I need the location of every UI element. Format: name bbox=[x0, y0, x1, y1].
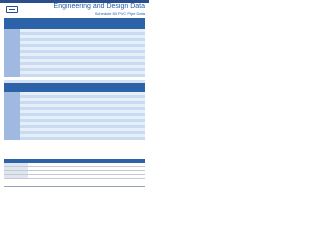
table-cell bbox=[75, 175, 99, 179]
table-header-cell bbox=[20, 18, 36, 29]
table-cell bbox=[129, 137, 145, 140]
table-header-cell bbox=[51, 18, 67, 29]
table-header-cell bbox=[20, 83, 36, 92]
supplemental-table bbox=[4, 159, 145, 179]
table-header-cell bbox=[51, 83, 67, 92]
table-header-cell bbox=[114, 83, 130, 92]
table-header-cell bbox=[98, 18, 114, 29]
table-cell bbox=[51, 175, 75, 179]
footer-divider bbox=[4, 186, 145, 187]
table-header-cell bbox=[98, 83, 114, 92]
table-cell bbox=[98, 137, 114, 140]
table-header-cell bbox=[129, 18, 145, 29]
notes-right bbox=[80, 145, 145, 154]
table-cell bbox=[114, 137, 130, 140]
table-cell bbox=[82, 74, 98, 77]
table-cell bbox=[67, 74, 83, 77]
table-cell bbox=[129, 74, 145, 77]
table-cell bbox=[35, 74, 51, 77]
table-cell bbox=[82, 137, 98, 140]
pipe-spec-table bbox=[4, 18, 145, 77]
notes-left bbox=[4, 145, 52, 154]
note-line bbox=[4, 151, 52, 154]
footer-center-text bbox=[68, 188, 69, 191]
table-cell bbox=[98, 74, 114, 77]
table-header-cell bbox=[67, 18, 83, 29]
note-line bbox=[80, 151, 145, 154]
table-header-cell bbox=[4, 83, 20, 92]
table-header-row bbox=[4, 18, 145, 29]
table-cell bbox=[114, 74, 130, 77]
page-footer bbox=[0, 186, 149, 198]
table-header-cell bbox=[4, 18, 20, 29]
table-cell bbox=[51, 137, 67, 140]
table-cell bbox=[51, 74, 67, 77]
table-header-cell bbox=[82, 18, 98, 29]
table-cell bbox=[28, 175, 52, 179]
table-cell bbox=[20, 74, 36, 77]
pipe-dimension-table bbox=[4, 83, 145, 140]
footer-right-text bbox=[144, 188, 145, 191]
footer-left-text bbox=[4, 188, 5, 191]
table-row bbox=[4, 175, 145, 179]
table-header-cell bbox=[114, 18, 130, 29]
table-cell bbox=[4, 137, 20, 140]
table-header-cell bbox=[35, 83, 51, 92]
table-cell bbox=[98, 175, 122, 179]
table-cell bbox=[122, 175, 146, 179]
table-header-row bbox=[4, 83, 145, 92]
table-cell bbox=[35, 137, 51, 140]
table-header-cell bbox=[67, 83, 83, 92]
company-logo-icon bbox=[6, 6, 18, 13]
table-cell bbox=[20, 137, 36, 140]
table-cell bbox=[4, 74, 20, 77]
page-title: Engineering and Design Data bbox=[53, 3, 145, 10]
table-row bbox=[4, 74, 145, 77]
table-cell bbox=[67, 137, 83, 140]
table-header-cell bbox=[35, 18, 51, 29]
table-row bbox=[4, 137, 145, 140]
page-subtitle: Schedule 80 PVC Pipe Data bbox=[94, 11, 145, 16]
table-cell bbox=[4, 175, 28, 179]
document-page bbox=[0, 0, 149, 198]
table-header-cell bbox=[129, 83, 145, 92]
table-header-cell bbox=[82, 83, 98, 92]
